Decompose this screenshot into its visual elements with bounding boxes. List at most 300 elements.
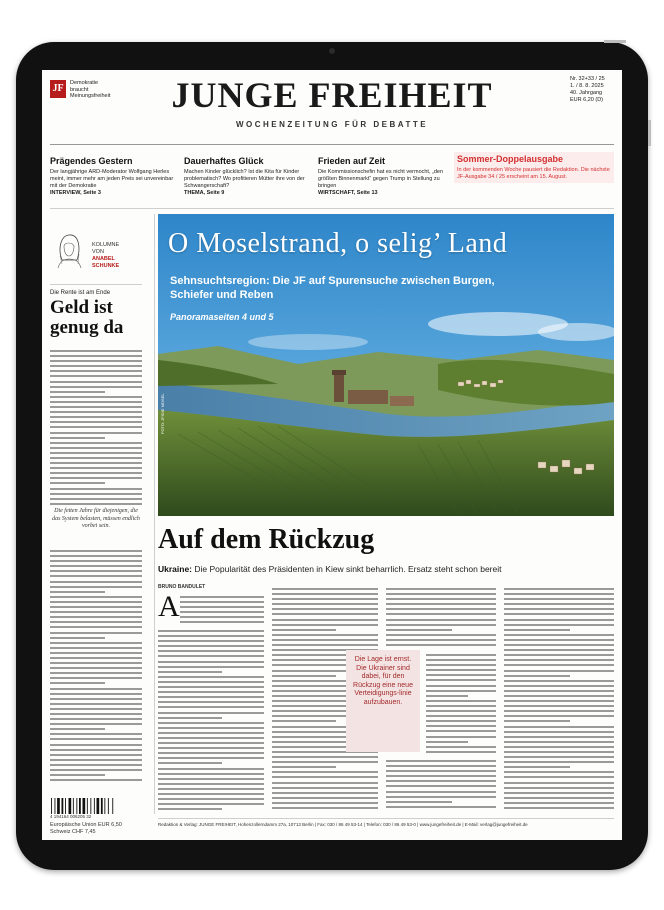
text-line — [504, 771, 614, 773]
price-ch: Schweiz CHF 7,45 — [50, 828, 96, 835]
text-line — [426, 659, 496, 661]
text-line — [50, 586, 142, 588]
text-line — [50, 457, 142, 459]
text-line — [426, 725, 496, 727]
text-line — [272, 756, 378, 758]
text-line — [504, 588, 614, 590]
barcode-bar — [69, 798, 72, 814]
text-line — [158, 752, 264, 754]
text-line — [50, 749, 142, 751]
author-first-name: ANABEL — [92, 256, 115, 262]
text-line — [50, 452, 142, 454]
text-line — [504, 664, 614, 666]
text-line — [158, 747, 264, 749]
text-line — [504, 807, 614, 809]
text-line — [50, 672, 142, 674]
barcode-bar — [101, 798, 103, 814]
text-line — [504, 598, 614, 600]
text-line — [272, 629, 336, 631]
text-line — [426, 690, 496, 692]
text-line — [386, 760, 496, 762]
text-line — [504, 756, 614, 758]
text-line — [50, 555, 142, 557]
text-line — [504, 634, 614, 636]
text-line — [504, 736, 614, 738]
text-line — [272, 588, 378, 590]
text-line — [504, 797, 614, 799]
text-line — [158, 701, 264, 703]
teaser-interview[interactable] — [50, 156, 178, 197]
text-line — [504, 731, 614, 733]
text-line — [272, 639, 378, 641]
barcode-bar — [94, 798, 95, 814]
text-line — [504, 705, 614, 707]
text-line — [50, 488, 142, 490]
text-line — [158, 671, 222, 673]
footer-contact: Redaktion & Verlag: JUNGE FREIHEIT, Hohenzollerndamm 27a, 10713 Berlin | Fax: 030 / 86 49 53-14 | Telefon: 030 / 86 49 53-0 | www.jungefreiheit.de | E-Mail: verlag@jungefreiheit.de — [158, 822, 528, 827]
text-line — [158, 768, 264, 770]
text-line — [158, 676, 264, 678]
text-line — [504, 700, 614, 702]
text-line — [272, 771, 378, 773]
text-line — [386, 796, 496, 798]
text-line — [50, 688, 142, 690]
main-dek — [158, 564, 502, 574]
tagline-line: Meinungsfreiheit — [70, 93, 111, 99]
text-line — [504, 720, 570, 722]
story-text-col1 — [158, 630, 264, 813]
story-text-col3 — [386, 588, 496, 649]
text-line — [50, 550, 142, 552]
text-line — [426, 710, 496, 712]
text-line — [504, 746, 614, 748]
teaser-text: Der langjährige ARD-Moderator Wolfgang Herles meint, immer mehr am jeden Preis sei unvereinbar mit der Demokratie — [50, 169, 174, 189]
text-line — [180, 606, 264, 608]
text-line — [50, 606, 142, 608]
text-line — [158, 635, 264, 637]
text-line — [50, 596, 142, 598]
text-line — [504, 644, 614, 646]
text-line — [50, 616, 142, 618]
column-by: VON — [92, 249, 104, 255]
text-line — [50, 565, 142, 567]
teaser-ref: THEMA, Seite 9 — [184, 190, 225, 196]
barcode-bar — [62, 798, 64, 814]
barcode-bar — [97, 798, 100, 814]
issue-volume: 40. Jahrgang — [570, 90, 603, 96]
text-line — [426, 715, 496, 717]
text-line — [50, 411, 142, 413]
text-line — [158, 650, 264, 652]
masthead-rule — [50, 144, 614, 145]
text-line — [504, 608, 614, 610]
text-line — [272, 776, 378, 778]
text-line — [180, 616, 264, 618]
text-line — [158, 712, 264, 714]
text-line — [50, 713, 142, 715]
price-eu: Europäische Union EUR 6,50 — [50, 822, 122, 828]
text-line — [158, 645, 264, 647]
power-button — [604, 40, 626, 43]
text-line — [426, 669, 496, 671]
text-line — [50, 723, 142, 725]
newspaper-title: JUNGE FREIHEIT — [171, 75, 493, 115]
text-line — [386, 785, 496, 787]
text-line — [50, 447, 142, 449]
barcode-bar — [57, 798, 60, 814]
text-line — [50, 355, 142, 357]
teaser-title: Sommer-Doppelausgabe — [457, 154, 564, 164]
text-line — [50, 401, 142, 403]
barcode-number: 4 194164 006205 32 — [50, 814, 92, 819]
text-line — [180, 621, 264, 623]
text-line — [158, 686, 264, 688]
tagline-line: Demokratie — [70, 80, 99, 86]
text-line — [50, 621, 142, 623]
text-line — [426, 654, 496, 656]
text-line — [50, 365, 142, 367]
column-divider — [154, 214, 155, 814]
text-line — [158, 737, 264, 739]
text-line — [386, 780, 496, 782]
text-line — [504, 792, 614, 794]
text-line — [504, 715, 614, 717]
text-line — [426, 751, 496, 753]
text-line — [50, 381, 142, 383]
text-line — [504, 619, 614, 621]
text-line — [158, 630, 264, 632]
text-line — [504, 710, 614, 712]
text-line — [50, 360, 142, 362]
dek-label: Ukraine: — [158, 564, 193, 574]
text-line — [50, 647, 142, 649]
newspaper-page[interactable] — [42, 70, 622, 840]
text-line — [386, 603, 496, 605]
issue-date: 1. / 8. 8. 2025 — [570, 83, 604, 89]
text-line — [50, 498, 142, 500]
text-line — [158, 793, 264, 795]
teaser-summer-issue[interactable] — [454, 152, 614, 183]
column-label: KOLUMNE — [92, 242, 120, 248]
text-line — [50, 472, 142, 474]
text-line — [50, 728, 105, 730]
text-line — [272, 761, 378, 763]
newspaper-subtitle: WOCHENZEITUNG FÜR DEBATTE — [235, 120, 429, 129]
text-line — [504, 654, 614, 656]
text-line — [180, 611, 264, 613]
text-line — [50, 642, 142, 644]
column-rule — [50, 284, 142, 285]
text-line — [158, 655, 264, 657]
text-line — [50, 698, 142, 700]
text-line — [386, 791, 496, 793]
text-line — [50, 426, 142, 428]
text-line — [158, 722, 264, 724]
text-line — [504, 639, 614, 641]
text-line — [504, 675, 570, 677]
text-line — [50, 437, 105, 439]
teaser-title: Dauerhaftes Glück — [184, 156, 264, 166]
text-line — [50, 570, 142, 572]
text-line — [158, 727, 264, 729]
text-line — [426, 746, 496, 748]
text-line — [272, 598, 378, 600]
teaser-title: Prägendes Gestern — [50, 156, 133, 166]
text-line — [50, 759, 142, 761]
barcode-bar — [79, 798, 81, 814]
text-line — [158, 717, 222, 719]
teaser-text: Die Kommissionschefin hat es nicht vermocht, „den größten Binnenmarkt“ gegen Trump in Stellung zu bringen — [318, 169, 444, 189]
barcode-bar — [65, 798, 66, 814]
text-line — [158, 640, 264, 642]
text-line — [50, 637, 105, 639]
text-line — [50, 350, 142, 352]
text-line — [272, 613, 378, 615]
text-line — [504, 690, 614, 692]
text-line — [272, 797, 378, 799]
teaser-thema[interactable] — [184, 156, 312, 197]
barcode-bar — [51, 798, 52, 814]
text-line — [50, 406, 142, 408]
text-line — [50, 462, 142, 464]
tagline-line: braucht — [70, 86, 89, 93]
text-line — [504, 751, 614, 753]
text-line — [504, 670, 614, 672]
barcode-bar — [90, 798, 91, 814]
text-line — [158, 696, 264, 698]
text-line — [50, 432, 142, 434]
text-line — [426, 700, 496, 702]
text-line — [426, 674, 496, 676]
text-line — [272, 792, 378, 794]
text-line — [50, 560, 142, 562]
camera-icon — [329, 48, 335, 54]
text-line — [386, 806, 496, 808]
text-line — [158, 808, 222, 810]
issue-price: EUR 6,20 (D) — [570, 97, 604, 103]
text-line — [50, 738, 142, 740]
text-line — [158, 778, 264, 780]
text-line — [504, 685, 614, 687]
text-line — [158, 773, 264, 775]
text-line — [504, 603, 614, 605]
text-line — [50, 601, 142, 603]
text-line — [272, 644, 378, 646]
text-line — [50, 764, 142, 766]
text-line — [426, 736, 496, 738]
text-line — [50, 667, 142, 669]
text-line — [50, 744, 142, 746]
story-text-col3 — [386, 760, 496, 811]
text-line — [50, 493, 142, 495]
text-line — [50, 386, 142, 388]
issue-info — [570, 76, 614, 104]
barcode-bar — [108, 798, 109, 814]
text-line — [158, 803, 264, 805]
hero-subtitle: Sehnsuchtsregion: Die JF auf Spurensuche zwischen Burgen, Schiefer und Reben — [170, 275, 495, 301]
text-line — [50, 632, 142, 634]
text-line — [50, 626, 142, 628]
text-line — [180, 596, 264, 598]
text-line — [158, 742, 264, 744]
teaser-text: Machen Kinder glücklich? Ist die Kita für Kinder problematisch? Wo profitieren Mütter ihre von der Schwangerschaft? — [184, 169, 305, 189]
text-line — [504, 776, 614, 778]
text-line — [272, 675, 336, 677]
column-author — [92, 242, 119, 270]
text-line — [180, 601, 264, 603]
teaser-rule — [50, 208, 614, 209]
column-kicker: Die Rente ist am Ende — [50, 290, 111, 296]
text-line — [272, 807, 378, 809]
barcode-bar — [112, 798, 113, 814]
teaser-wirtschaft[interactable] — [318, 156, 446, 197]
text-line — [158, 681, 264, 683]
text-line — [272, 619, 378, 621]
hero-page-ref: Panoramaseiten 4 und 5 — [170, 312, 274, 322]
text-line — [50, 477, 142, 479]
barcode-bar — [104, 798, 105, 814]
main-headline[interactable]: Auf dem Rückzug — [158, 524, 375, 555]
column-headline[interactable]: Geld ist genug da — [50, 297, 124, 338]
text-line — [504, 629, 570, 631]
text-line — [50, 754, 142, 756]
barcode-bar — [76, 798, 77, 814]
text-line — [50, 774, 105, 776]
text-line — [504, 726, 614, 728]
text-line — [50, 416, 142, 418]
volume-button — [648, 120, 651, 146]
text-line — [50, 662, 142, 664]
text-line — [158, 788, 264, 790]
text-line — [50, 591, 105, 593]
text-line — [158, 732, 264, 734]
text-line — [504, 649, 614, 651]
text-line — [426, 685, 496, 687]
text-line — [158, 661, 264, 663]
text-line — [504, 802, 614, 804]
text-line — [50, 482, 105, 484]
text-line — [158, 666, 264, 668]
text-line — [386, 775, 496, 777]
price-info — [50, 822, 122, 835]
text-line — [386, 639, 496, 641]
text-line — [386, 765, 496, 767]
text-line — [504, 766, 570, 768]
text-line — [50, 652, 142, 654]
dropcap: A — [158, 590, 180, 623]
text-line — [50, 442, 142, 444]
text-line — [50, 693, 142, 695]
text-line — [386, 634, 496, 636]
text-line — [386, 598, 496, 600]
text-line — [386, 588, 496, 590]
text-line — [272, 608, 378, 610]
barcode-bar — [55, 798, 56, 814]
text-line — [426, 679, 496, 681]
barcode-bar — [87, 798, 88, 814]
text-line — [50, 396, 142, 398]
text-line — [272, 634, 378, 636]
text-line — [272, 624, 378, 626]
photo-credit: FOTO: JF/DIE MOSEL — [160, 393, 165, 434]
text-line — [158, 757, 264, 759]
text-line — [50, 733, 142, 735]
story-text-col1 — [180, 596, 264, 627]
text-line — [386, 644, 496, 646]
text-line — [50, 682, 105, 684]
text-line — [426, 705, 496, 707]
text-line — [50, 391, 105, 393]
text-line — [158, 783, 264, 785]
text-line — [426, 720, 496, 722]
teaser-ref: INTERVIEW, Seite 3 — [50, 190, 101, 196]
text-line — [158, 691, 264, 693]
hero-title: O Moselstrand, o selig’ Land — [168, 228, 508, 259]
text-line — [426, 664, 496, 666]
hero-image[interactable] — [158, 214, 614, 516]
text-line — [272, 787, 378, 789]
footer-rule — [158, 818, 614, 819]
text-line — [386, 629, 452, 631]
text-line — [50, 375, 142, 377]
text-line — [50, 503, 142, 505]
text-line — [272, 802, 378, 804]
text-line — [504, 593, 614, 595]
text-line — [426, 695, 468, 697]
text-line — [272, 782, 378, 784]
story-text-col3 — [426, 654, 496, 756]
dek-text: Die Popularität des Präsidenten in Kiew sinkt beharrlich. Ersatz steht schon bereit — [194, 564, 502, 574]
text-line — [504, 680, 614, 682]
text-line — [272, 720, 336, 722]
column-body-text — [50, 350, 142, 508]
text-line — [50, 581, 142, 583]
text-line — [50, 370, 142, 372]
text-line — [50, 718, 142, 720]
text-line — [504, 787, 614, 789]
column-pullquote: Die fetten Jahre für diejenigen, die das System belasten, müssen endlich vorbei sein. — [52, 508, 140, 529]
text-line — [386, 624, 496, 626]
story-text-col4 — [504, 588, 614, 812]
column-body-text — [50, 550, 142, 784]
teaser-ref: WIRTSCHAFT, Seite 13 — [318, 190, 378, 196]
text-line — [386, 619, 496, 621]
text-line — [504, 624, 614, 626]
barcode-bar — [83, 798, 86, 814]
text-line — [272, 593, 378, 595]
text-line — [50, 708, 142, 710]
text-line — [504, 782, 614, 784]
text-line — [504, 695, 614, 697]
jf-logo: JF — [50, 80, 66, 98]
text-line — [50, 677, 142, 679]
text-line — [386, 608, 496, 610]
text-line — [50, 657, 142, 659]
teaser-text: In der kommenden Woche pausiert die Redaktion. Die nächste JF-Ausgabe 34 / 25 erscheint am 15. August. — [457, 167, 610, 180]
text-line — [504, 761, 614, 763]
author-last-name: SCHUNKE — [92, 263, 120, 269]
text-line — [158, 798, 264, 800]
text-line — [50, 611, 142, 613]
text-line — [50, 467, 142, 469]
quote-box: Die Lage ist ernst. Die Ukrainer sind dabei, für den Rückzug eine neue Verteidigungs-linie aufzubauen. — [346, 650, 420, 752]
text-line — [386, 613, 496, 615]
text-line — [504, 613, 614, 615]
text-line — [504, 741, 614, 743]
text-line — [426, 741, 468, 743]
barcode-bar — [73, 798, 74, 814]
text-line — [426, 730, 496, 732]
